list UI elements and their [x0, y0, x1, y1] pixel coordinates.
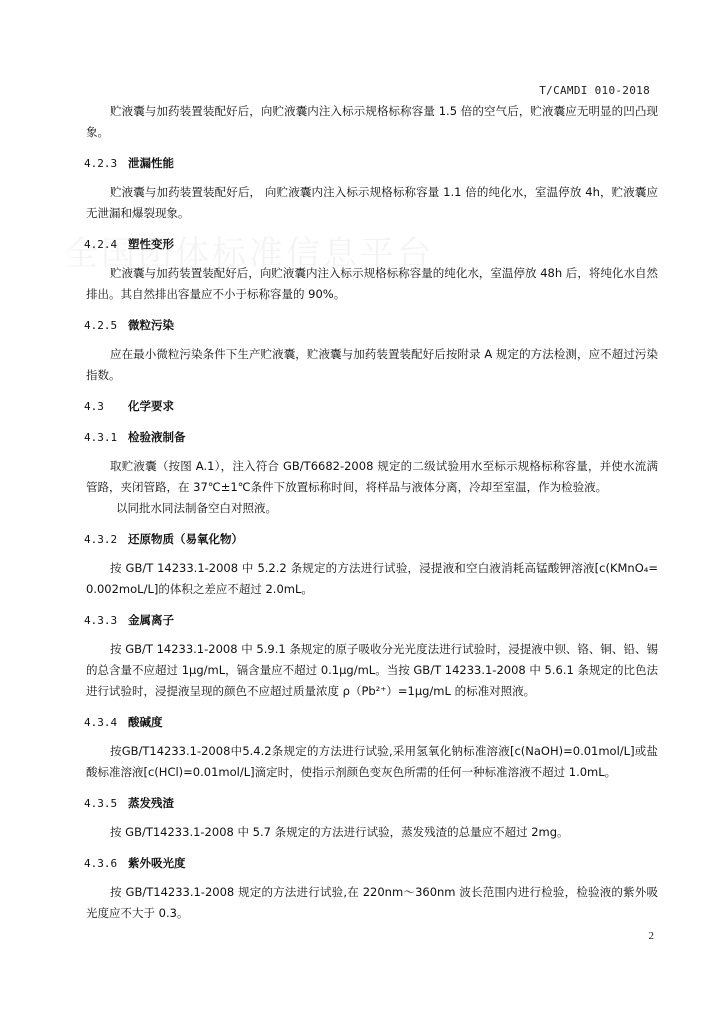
- paragraph: 取贮液囊（按图 A.1），注入符合 GB/T6682-2008 规定的二级试验用水至标示规格标称容量，并使水流满管路，夹闭管路，在 37℃±1℃条件下放置标称时间，将样品与液体分离，冷却至室温，作为检验液。: [86, 459, 658, 494]
- section-heading: [84, 153, 658, 174]
- section-number: 4.3.4: [84, 716, 118, 729]
- section-title: 泄漏性能: [128, 156, 174, 170]
- section-heading: [84, 234, 658, 255]
- paragraph: 贮液囊与加药装置装配好后，向贮液囊内注入标示规格标称容量 1.5 倍的空气后，贮液囊应无明显的凹凸现象。: [86, 104, 658, 139]
- section-heading: [84, 427, 658, 448]
- paragraph: 贮液囊与加药装置装配好后，向贮液囊内注入标示规格标称容量的纯化水，室温停放 48h 后，将纯化水自然排出。其自然排出容量应不小于标称容量的 90%。: [86, 266, 658, 301]
- section-title: 紫外吸光度: [128, 856, 186, 870]
- section-heading: [84, 610, 658, 631]
- paragraph: 按 GB/T14233.1-2008 规定的方法进行试验,在 220nm～360nm 波长范围内进行检验，检验液的紫外吸光度应不大于 0.3。: [86, 885, 658, 920]
- section-title: 塑性变形: [128, 237, 174, 251]
- paragraph: 按 GB/T 14233.1-2008 中 5.9.1 条规定的原子吸收分光光度法进行试验时，浸提液中钡、铬、铜、铅、锡的总含量不应超过 1μg/mL，镉含量应不超过 0.1μg/mL。当按 GB/T 14233.1-2008 中 5.6.1 条规定的比色法进行试验时，浸提液呈现的颜色不应超过质量浓度 ρ（Pb²⁺）=1μg/mL 的标准对照液。: [86, 642, 658, 698]
- section-number: 4.3.5: [84, 797, 118, 810]
- paragraph: 按 GB/T14233.1-2008 中 5.7 条规定的方法进行试验，蒸发残渣的总量应不超过 2mg。: [110, 825, 569, 839]
- section-heading: [84, 793, 658, 814]
- section-number: 4.3.2: [84, 533, 118, 546]
- section-title: 还原物质（易氧化物）: [128, 532, 243, 546]
- section-number: 4.3.6: [84, 857, 118, 870]
- paragraph: 以同批水同法制备空白对照液。: [116, 501, 277, 515]
- section-heading: [84, 315, 658, 336]
- standard-code: T/CAMDI 010-2018: [539, 84, 650, 97]
- section-heading: [84, 853, 658, 874]
- page-number: 2: [648, 930, 654, 942]
- section-title: 蒸发残渣: [128, 796, 174, 810]
- section-title: 酸碱度: [128, 715, 163, 729]
- paragraph: 应在最小微粒污染条件下生产贮液囊，贮液囊与加药装置装配好后按附录 A 规定的方法检测，应不超过污染指数。: [86, 347, 658, 382]
- section-title: 微粒污染: [128, 318, 174, 332]
- section-title: 化学要求: [128, 399, 174, 413]
- section-number: 4.2.3: [84, 157, 118, 170]
- section-heading: [84, 712, 658, 733]
- section-number: 4.3.1: [84, 431, 118, 444]
- section-heading: [84, 529, 658, 550]
- section-heading: [84, 396, 658, 417]
- section-number: 4.2.5: [84, 319, 118, 332]
- section-title: 金属离子: [128, 613, 174, 627]
- document-body: [86, 101, 658, 924]
- section-number: 4.2.4: [84, 238, 118, 251]
- paragraph: 按GB/T14233.1-2008中5.4.2条规定的方法进行试验,采用氢氧化钠标准溶液[c(NaOH)=0.01mol/L]或盐酸标准溶液[c(HCl)=0.01mol/L]滴定时，使指示剂颜色变灰色所需的任何一种标准溶液不超过 1.0mL。: [86, 744, 658, 779]
- section-number: 4.3: [84, 400, 104, 413]
- section-title: 检验液制备: [128, 430, 186, 444]
- section-number: 4.3.3: [84, 614, 118, 627]
- paragraph: 贮液囊与加药装置装配好后， 向贮液囊内注入标示规格标称容量 1.1 倍的纯化水，室温停放 4h，贮液囊应无泄漏和爆裂现象。: [86, 185, 658, 220]
- paragraph: 按 GB/T 14233.1-2008 中 5.2.2 条规定的方法进行试验，浸提液和空白液消耗高锰酸钾溶液[c(KMnO₄=0.002moL/L]的体积之差应不超过 2.0mL。: [86, 561, 658, 596]
